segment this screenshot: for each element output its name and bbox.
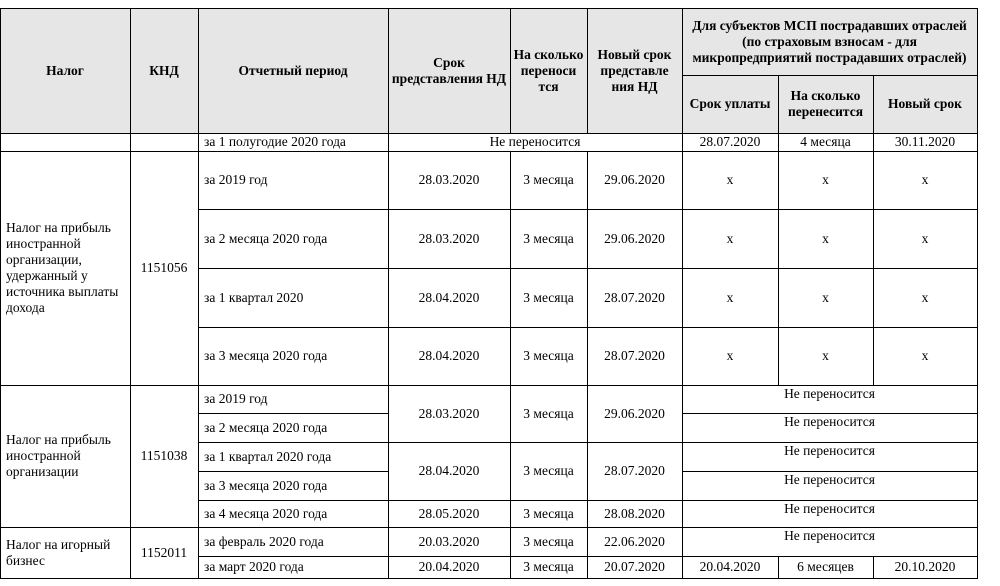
g2-block-postponed-by: 3 месяца xyxy=(523,463,574,478)
grid-line xyxy=(682,8,683,579)
g2-row-msp-not-postponed: Не переносится xyxy=(784,414,875,429)
header-payment-deadline: Срок уплаты xyxy=(682,75,778,133)
grid-line xyxy=(0,8,1,579)
g3-row-postponed-by: 3 месяца xyxy=(523,533,574,549)
grid-line xyxy=(198,442,978,443)
r0-not-postponed: Не переносится xyxy=(489,134,581,149)
g1-row-postponed-by: 3 месяца xyxy=(523,230,574,246)
g1-row-new-deadline: 29.06.2020 xyxy=(604,230,665,246)
grid-line xyxy=(0,385,978,386)
g2-block-new-deadline: 29.06.2020 xyxy=(604,405,665,421)
grid-line xyxy=(388,8,389,579)
g1-row-msp-payment: x xyxy=(726,289,734,305)
g1-row-period: за 2019 год xyxy=(204,172,268,187)
g3-row-deadline: 20.03.2020 xyxy=(418,533,480,549)
grid-line xyxy=(0,8,978,9)
g1-row-msp-new-deadline: x xyxy=(921,230,929,246)
grid-line xyxy=(587,8,588,134)
grid-line xyxy=(0,527,978,528)
g3-tax-name: Налог на игорный бизнес xyxy=(6,536,111,568)
g3-row-period: за февраль 2020 года xyxy=(204,533,324,549)
header-tax: Налог xyxy=(0,8,130,133)
g1-row-postponed-by: 3 месяца xyxy=(523,289,574,305)
grid-line xyxy=(510,151,511,579)
grid-line xyxy=(198,556,978,557)
r0-period: за 1 полугодие 2020 года xyxy=(204,134,346,149)
g1-row-msp-payment: x xyxy=(726,230,734,246)
g2-row-msp-not-postponed: Не переносится xyxy=(784,472,875,487)
grid-line xyxy=(977,8,978,579)
header-knd: КНД xyxy=(130,8,198,133)
g2-block-postponed-by: 3 месяца xyxy=(523,505,574,521)
g2-row-msp-not-postponed: Не переносится xyxy=(784,443,875,458)
r0-payment-deadline: 28.07.2020 xyxy=(699,134,761,149)
g2-block-deadline: 28.03.2020 xyxy=(418,405,480,421)
g3-row-deadline: 20.04.2020 xyxy=(418,559,480,574)
g2-block-new-deadline: 28.08.2020 xyxy=(604,505,665,521)
grid-line xyxy=(0,151,978,152)
g3-row-msp-postponed-by: 6 месяцев xyxy=(797,559,854,574)
g3-row-new-deadline: 22.06.2020 xyxy=(604,533,665,549)
grid-line xyxy=(130,8,131,579)
grid-line xyxy=(198,413,389,414)
g1-row-postponed-by: 3 месяца xyxy=(523,348,574,363)
grid-line xyxy=(682,75,978,76)
header-postponed-by: На сколько переноси тся xyxy=(510,8,587,133)
g2-row-msp-not-postponed: Не переносится xyxy=(784,386,875,401)
g1-row-msp-new-deadline: x xyxy=(921,348,929,363)
g2-row-period: за 2 месяца 2020 года xyxy=(204,419,328,435)
g1-row-period: за 3 месяца 2020 года xyxy=(204,348,328,363)
g3-row-postponed-by: 3 месяца xyxy=(523,559,574,574)
grid-line xyxy=(778,75,779,152)
g2-row-msp-not-postponed: Не переносится xyxy=(784,501,875,516)
g3-row-msp-not-postponed: Не переносится xyxy=(784,528,875,543)
grid-line xyxy=(873,151,874,386)
grid-line xyxy=(0,133,978,134)
header-deadline-nd: Срок представления НД xyxy=(388,8,510,133)
g3-row-msp-new-deadline: 20.10.2020 xyxy=(894,559,956,574)
g1-row-period: за 1 квартал 2020 xyxy=(204,289,304,305)
g1-row-msp-postponed-by: x xyxy=(822,230,829,246)
g1-row-deadline: 28.04.2020 xyxy=(418,289,480,305)
g2-block-deadline: 28.04.2020 xyxy=(418,463,480,478)
g1-row-postponed-by: 3 месяца xyxy=(523,172,574,187)
g1-row-msp-new-deadline: x xyxy=(921,289,929,305)
g3-row-msp-payment: 20.04.2020 xyxy=(699,559,761,574)
grid-line xyxy=(873,556,874,579)
g2-tax-name: Налог на прибыль иностранной организации xyxy=(6,432,111,479)
grid-line xyxy=(0,578,978,579)
g3-knd: 1152011 xyxy=(140,544,188,560)
g1-row-msp-postponed-by: x xyxy=(822,348,829,363)
g1-row-msp-postponed-by: x xyxy=(822,289,829,305)
g1-row-msp-payment: x xyxy=(726,348,734,363)
r0-msp-new-deadline: 30.11.2020 xyxy=(894,134,956,149)
g1-row-new-deadline: 29.06.2020 xyxy=(604,172,665,187)
g2-row-period: за 1 квартал 2020 года xyxy=(204,448,332,464)
grid-line xyxy=(778,151,779,386)
grid-line xyxy=(198,500,978,501)
grid-line xyxy=(198,327,978,328)
g3-row-new-deadline: 20.07.2020 xyxy=(604,559,665,574)
grid-line xyxy=(682,471,978,472)
grid-line xyxy=(198,268,978,269)
grid-line xyxy=(587,151,588,579)
g1-row-msp-payment: x xyxy=(726,172,734,187)
grid-line xyxy=(198,8,199,579)
grid-line xyxy=(873,75,874,152)
g1-row-new-deadline: 28.07.2020 xyxy=(604,289,665,305)
g2-block-postponed-by: 3 месяца xyxy=(523,405,574,421)
grid-line xyxy=(198,209,978,210)
g2-row-period: за 2019 год xyxy=(204,391,268,406)
g1-row-deadline: 28.03.2020 xyxy=(418,172,480,187)
g1-row-deadline: 28.04.2020 xyxy=(418,348,480,363)
g1-row-deadline: 28.03.2020 xyxy=(418,230,480,246)
header-msp-group: Для субъектов МСП пострадавших отраслей (по страховым взносам - для микропредприятий пострадавших отраслей) xyxy=(682,8,977,75)
grid-line xyxy=(198,471,389,472)
g3-row-period: за март 2020 года xyxy=(204,559,304,574)
g2-block-new-deadline: 28.07.2020 xyxy=(604,463,665,478)
g2-block-deadline: 28.05.2020 xyxy=(418,505,480,521)
g1-row-new-deadline: 28.07.2020 xyxy=(604,348,665,363)
header-msp-postponed-by: На сколько перенесится xyxy=(778,75,873,133)
g2-row-period: за 4 месяца 2020 года xyxy=(204,505,328,521)
g1-knd: 1151056 xyxy=(140,260,188,275)
g2-knd: 1151038 xyxy=(140,448,188,463)
g2-row-period: за 3 месяца 2020 года xyxy=(204,477,328,493)
r0-msp-postponed-by: 4 месяца xyxy=(800,134,851,149)
header-new-deadline-nd: Новый срок представле ния НД xyxy=(587,8,682,133)
grid-line xyxy=(510,8,511,134)
header-period: Отчетный период xyxy=(198,8,388,133)
g1-row-period: за 2 месяца 2020 года xyxy=(204,230,328,246)
g1-row-msp-new-deadline: x xyxy=(921,172,929,187)
g1-tax-name: Налог на прибыль иностранной организации, удержанный у источника выплаты дохода xyxy=(6,220,119,315)
g1-row-msp-postponed-by: x xyxy=(822,172,829,187)
grid-line xyxy=(682,413,978,414)
grid-line xyxy=(778,556,779,579)
header-msp-new-deadline: Новый срок xyxy=(873,75,977,133)
